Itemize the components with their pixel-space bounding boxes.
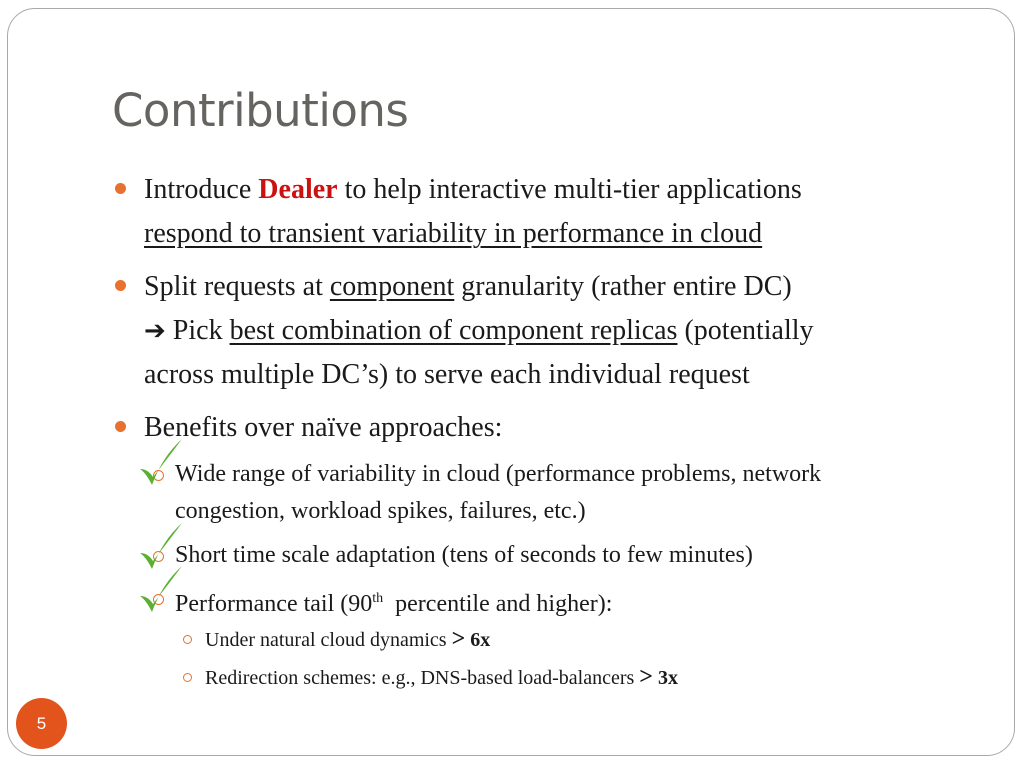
bullet-text: Benefits over naïve approaches: [144,412,503,443]
underlined-text: component [329,271,455,302]
bullet-benefits [144,406,964,450]
bullet-text: across multiple DC’s) to serve each individual request [144,359,750,390]
greater-than: > [639,664,653,690]
sub-sub-bullet-icon [183,635,192,644]
dealer-highlight: Dealer [258,174,338,205]
bullet-dot-icon [115,280,126,291]
subbullet-text: Performance tail (90 [175,591,373,617]
subbullet-timescale [175,537,955,574]
subbullet-performance-tail [175,580,955,623]
bullet-dot-icon [115,421,126,432]
improvement-value: 6x [465,629,491,651]
sub-sub-bullet-icon [183,673,192,682]
subsubbullet-redirection [205,662,965,693]
underlined-text: respond to transient variability in performance in cloud [144,218,763,249]
bullet-text: (potentially [677,315,814,346]
right-arrow-icon: ➔ [144,316,166,346]
subsubbullet-natural-dynamics [205,624,965,655]
bullet-text: Pick [165,315,230,346]
bullet-text: granularity (rather entire DC) [454,271,792,302]
underlined-text: best combination of component replicas [229,315,678,346]
slide-title: Contributions [112,84,409,137]
subbullet-text: Short time scale adaptation (tens of seconds to few minutes) [175,542,753,568]
bullet-text: Split requests at [144,271,330,302]
subbullet-text: congestion, workload spikes, failures, etc.) [175,498,586,524]
subsubbullet-text: Redirection schemes: e.g., DNS-based load-balancers [205,667,640,689]
checkmark-icon [136,435,186,495]
subsubbullet-text: Under natural cloud dynamics [205,629,452,651]
greater-than: > [451,626,466,652]
page-number-badge: 5 [16,698,67,749]
bullet-text: to help interactive multi-tier applications [337,174,802,205]
bullet-dot-icon [115,183,126,194]
superscript: th [372,591,384,606]
subbullet-text: percentile and higher): [383,591,613,617]
subbullet-variability [175,456,955,530]
improvement-value: 3x [652,667,678,689]
bullet-introduce-dealer [144,168,964,256]
checkmark-icon [136,562,186,622]
subbullet-text: Wide range of variability in cloud (performance problems, network [175,461,822,487]
bullet-text: Introduce [144,174,259,205]
bullet-split-requests [144,265,964,397]
